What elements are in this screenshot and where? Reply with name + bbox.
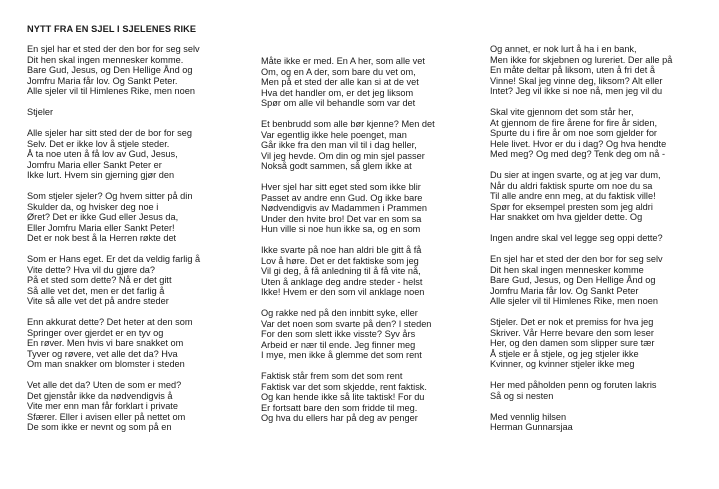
text-line: Lov å høre. Det er det faktiske som jeg xyxy=(261,255,419,266)
stanza xyxy=(490,107,705,160)
stanza xyxy=(27,254,242,307)
text-line: Stjeler xyxy=(27,107,54,117)
text-column-2 xyxy=(261,56,476,434)
stanza xyxy=(490,233,705,244)
text-line: Om man snakker om blomster i steden xyxy=(27,359,185,369)
stanza xyxy=(490,380,705,401)
text-line: Et benbrudd som alle bør kjenne? Men det xyxy=(261,119,435,129)
text-line: Vil jeg hevde. Om din og min sjel passer xyxy=(261,150,425,161)
text-line: Men ikke for skjebnen og lureriet. Der alle på xyxy=(490,54,673,65)
text-line: Men på et sted der alle kan si at de vet xyxy=(261,77,419,87)
text-line: Og kan hende ikke så lite taktisk! For du xyxy=(261,392,425,402)
text-line: Og hva du ellers har på deg av penger xyxy=(261,413,418,423)
text-line: Alle sjeler vil til Himlenes Rike, men noen xyxy=(490,296,658,306)
text-line: Sfærer. Eller i avisen eller på nettet om xyxy=(27,411,186,422)
text-line: Intet? Jeg vil ikke si noe nå, men jeg vil du xyxy=(490,86,663,96)
stanza xyxy=(27,380,242,433)
text-line: Hele livet. Hvor er du i dag? Og hva hendte xyxy=(490,138,667,149)
text-line: Alle sjeler vil til Himlenes Rike, men noen xyxy=(27,86,195,96)
text-line: Spurte du i fire år om noe som gjelder for xyxy=(490,128,657,138)
text-line: Hun ville si noe hun ikke sa, og en som xyxy=(261,224,421,234)
text-line: Uten å anklage deg andre steder - helst xyxy=(261,276,423,287)
text-line: Bare Gud, Jesus, og Den Hellige Ånd og xyxy=(490,275,656,285)
text-line: Er fortsatt bare den som fridde til meg. xyxy=(261,402,418,413)
text-column-1 xyxy=(27,44,242,443)
text-line: At gjennom de fire årene for fire år siden, xyxy=(490,117,657,128)
text-line: Om, og en A der, som bare du vet om, xyxy=(261,66,416,77)
text-line: Stjeler. Det er nok et premiss for hva jeg xyxy=(490,317,654,327)
text-line: Spør for eksempel presten som jeg aldri xyxy=(490,201,653,212)
text-line: Med vennlig hilsen xyxy=(490,411,567,422)
text-line: Ikke! Hvem er den som vil anklage noen xyxy=(261,287,425,297)
text-line: En sjel har et sted der den bor for seg selv xyxy=(27,44,200,54)
text-line: På et sted som dette? Nå er det gitt xyxy=(27,275,172,285)
text-line: Faktisk var det som skjedde, rent faktisk. xyxy=(261,381,427,392)
page-title: NYTT FRA EN SJEL I SJELENES RIKE xyxy=(27,24,197,34)
text-line: Bare Gud, Jesus, og Den Hellige Ånd og xyxy=(27,65,193,75)
text-line: Arbeid er nær til ende. Jeg finner meg xyxy=(261,339,416,350)
text-line: Hver sjel har sitt eget sted som ikke blir xyxy=(261,182,421,192)
text-line: Skriver. Vår Herre bevare den som leser xyxy=(490,327,654,338)
text-line: Vinne! Skal jeg vinne deg, liksom? Alt eller xyxy=(490,75,663,86)
text-line: Jomfru Maria eller Sankt Peter er xyxy=(27,159,162,170)
text-column-3 xyxy=(490,44,705,443)
text-line: For den som slett ikke visste? Syv års xyxy=(261,329,416,339)
stanza xyxy=(261,245,476,298)
text-line: Tyver og røvere, vet alle det da? Hva xyxy=(27,348,178,359)
text-line: Ikke svarte på noe han aldri ble gitt å få xyxy=(261,245,422,255)
text-line: Det er nok best å la Herren røkte det xyxy=(27,233,177,243)
text-line: Dit hen skal ingen mennesker komme. xyxy=(27,54,184,65)
text-line: De som ikke er nevnt og som på en xyxy=(27,422,172,432)
text-line: En røver. Men hvis vi bare snakket om xyxy=(27,338,184,348)
stanza xyxy=(261,119,476,172)
stanza xyxy=(27,317,242,370)
stanza xyxy=(490,412,705,433)
text-line: Nokså godt sammen, så glem ikke at xyxy=(261,161,412,171)
text-line: Alle sjeler har sitt sted der de bor for seg xyxy=(27,128,192,138)
text-line: Eller Jomfru Maria eller Sankt Peter! xyxy=(27,222,175,233)
text-line: Dit hen skal ingen mennesker komme xyxy=(490,264,644,275)
text-line: Her med påholden penn og foruten lakris xyxy=(490,380,657,390)
text-line: Og annet, er nok lurt å ha i en bank, xyxy=(490,44,637,54)
stanza xyxy=(261,56,476,109)
text-line: Måte ikke er med. En A her, som alle vet xyxy=(261,56,425,66)
text-line: Hva det handler om, er det jeg liksom xyxy=(261,87,414,98)
text-line: Jomfru Maria får lov. Og Sankt Peter xyxy=(490,285,639,296)
text-line: I mye, men ikke å glemme det som rent xyxy=(261,350,422,360)
text-line: Med meg? Og med deg? Tenk deg om nå - xyxy=(490,149,666,159)
text-line: Vet alle det da? Uten de som er med? xyxy=(27,380,182,390)
text-line: Har snakket om hva gjelder dette. Og xyxy=(490,212,643,222)
stanza xyxy=(261,308,476,361)
text-line: Å ta noe uten å få lov av Gud, Jesus, xyxy=(27,149,178,159)
text-line: Skal vite gjennom det som står her, xyxy=(490,107,634,117)
text-line: Vil gi deg, å få anledning til å få vite nå, xyxy=(261,266,421,276)
stanza xyxy=(261,371,476,424)
text-line: Det gjenstår ikke da nødvendigvis å xyxy=(27,390,173,401)
stanza xyxy=(490,317,705,370)
text-line: Og rakke ned på den innbitt syke, eller xyxy=(261,308,418,318)
text-line: Spør om alle vil behandle som var det xyxy=(261,98,416,108)
text-line: Jomfru Maria får lov. Og Sankt Peter. xyxy=(27,75,178,86)
stanza xyxy=(27,191,242,244)
text-line: Springer over gjerdet er en tyv og xyxy=(27,327,164,338)
text-line: Så alle vet det, men er det farlig å xyxy=(27,285,165,296)
text-line: Du sier at ingen svarte, og at jeg var dum, xyxy=(490,170,661,180)
text-line: Å stjele er å stjele, og jeg stjeler ikke xyxy=(490,348,639,359)
text-line: Som er Hans eget. Er det da veldig farlig å xyxy=(27,254,201,264)
text-line: Her, og den damen som slipper sure tær xyxy=(490,338,655,348)
stanza xyxy=(27,44,242,97)
text-line: Så og si nesten xyxy=(490,390,554,401)
text-line: Ingen andre skal vel legge seg oppi dette? xyxy=(490,233,663,243)
text-line: Vite dette? Hva vil du gjøre da? xyxy=(27,264,156,275)
text-line: Nødvendigvis av Madammen i Prammen xyxy=(261,203,427,213)
text-line: En sjel har et sted der den bor for seg selv xyxy=(490,254,663,264)
text-line: Øret? Det er ikke Gud eller Jesus da, xyxy=(27,212,179,222)
text-line: En måte deltar på liksom, uten å fri det å xyxy=(490,65,655,75)
stanza xyxy=(490,254,705,307)
text-line: Passet av andre enn Gud. Og ikke bare xyxy=(261,192,423,203)
stanza xyxy=(27,107,242,118)
text-line: Når du aldri faktisk spurte om noe du sa xyxy=(490,180,653,191)
text-line: Selv. Det er ikke lov å stjele steder. xyxy=(27,138,170,149)
text-line: Går ikke fra den man vil til i dag heller, xyxy=(261,140,417,150)
stanza xyxy=(490,44,705,97)
text-line: Vite mer enn man får forklart i private xyxy=(27,401,178,411)
text-line: Var egentlig ikke hele poenget, man xyxy=(261,129,407,140)
text-line: Ikke lurt. Hvem sin gjerning gjør den xyxy=(27,170,175,180)
text-line: Til alle andre enn meg, at du faktisk ville! xyxy=(490,191,656,201)
stanza xyxy=(490,170,705,223)
stanza xyxy=(27,128,242,181)
text-line: Faktisk står frem som det som rent xyxy=(261,371,403,381)
text-line: Var det noen som svarte på den? I steden xyxy=(261,318,432,329)
text-line: Skulder da, og hvisker deg noe i xyxy=(27,201,159,212)
stanza xyxy=(261,182,476,235)
text-line: Som stjeler sjeler? Og hvem sitter på din xyxy=(27,191,193,201)
text-line: Herman Gunnarsjaa xyxy=(490,422,573,432)
text-line: Enn akkurat dette? Det heter at den som xyxy=(27,317,193,327)
text-line: Under den hvite bro! Det var en som sa xyxy=(261,213,422,224)
text-line: Kvinner, og kvinner stjeler ikke meg xyxy=(490,359,635,369)
text-line: Vite så alle vet det på andre steder xyxy=(27,296,169,306)
